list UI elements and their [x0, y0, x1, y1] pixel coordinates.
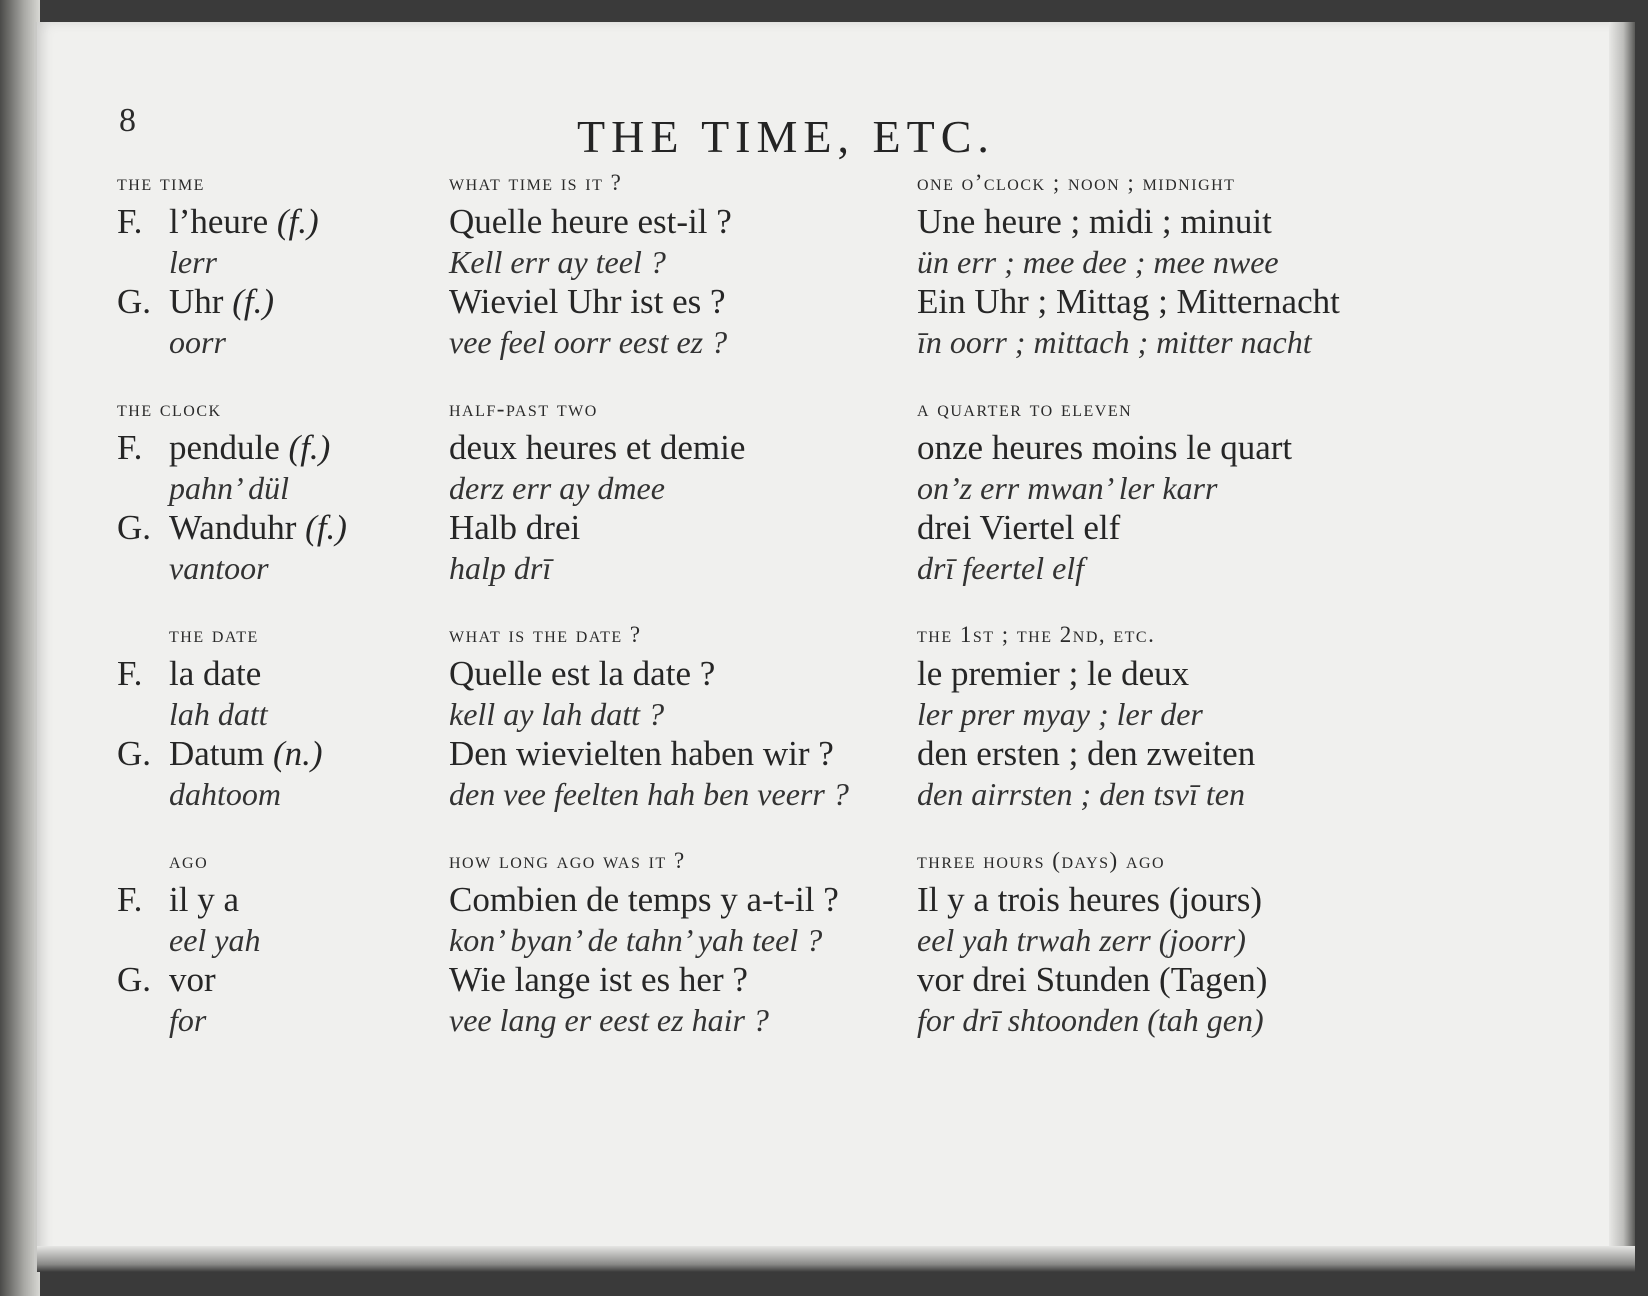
german-pronunciation: den airrsten ; den tsvī ten — [917, 776, 1245, 812]
french-pronunciation: Kell err ay teel ? — [449, 244, 666, 280]
entry-block — [117, 164, 447, 390]
french-label: F. — [117, 428, 143, 467]
entry-heading: what time is it ? — [449, 170, 623, 195]
german-phrase: Den wievielten haben wir ? — [449, 734, 834, 773]
german-pronunciation: for — [169, 1002, 207, 1038]
entry-block — [117, 390, 447, 616]
german-label: G. — [117, 282, 152, 321]
entry-heading: how long ago was it ? — [449, 848, 686, 873]
entry-heading: ago — [169, 848, 209, 873]
german-word: Wanduhr — [169, 508, 297, 547]
french-pronunciation: ün err ; mee dee ; mee nwee — [917, 244, 1279, 280]
french-phrase: le premier ; le deux — [917, 654, 1190, 693]
gender-marker: (f.) — [276, 202, 319, 241]
gender-marker: (f.) — [288, 428, 331, 467]
french-phrase: deux heures et demie — [449, 428, 746, 467]
french-label: F. — [117, 202, 143, 241]
page-title: THE TIME, ETC. — [577, 111, 995, 162]
german-word: Datum — [169, 734, 265, 773]
german-pronunciation: halp drī — [449, 550, 552, 586]
entry-heading: the 1st ; the 2nd, etc. — [917, 622, 1156, 647]
french-label: F. — [117, 880, 143, 919]
page-bottom-edge — [37, 1246, 1635, 1272]
german-term — [117, 508, 447, 548]
french-phrase: Il y a trois heures (jours) — [917, 880, 1263, 919]
french-pronunciation: pahn’ dül — [169, 470, 289, 506]
french-term — [117, 202, 447, 242]
french-pronunciation: lerr — [169, 244, 217, 280]
french-phrase: onze heures moins le quart — [917, 428, 1293, 467]
entry-block — [117, 616, 447, 842]
french-term — [117, 880, 447, 920]
entry-block — [117, 842, 447, 1068]
german-term — [117, 282, 447, 322]
entry-block — [917, 390, 1617, 616]
german-pronunciation: drī feertel elf — [917, 550, 1085, 586]
french-label: F. — [117, 654, 143, 693]
entry-block — [449, 842, 969, 1068]
entry-block — [917, 616, 1617, 842]
german-word: vor — [169, 960, 216, 999]
german-pronunciation: for drī shtoonden (tah gen) — [917, 1002, 1264, 1038]
page-number: 8 — [119, 102, 136, 139]
entry-heading: half-past two — [449, 396, 598, 421]
french-pronunciation: eel yah — [169, 922, 261, 958]
french-pronunciation: derz err ay dmee — [449, 470, 665, 506]
german-phrase: drei Viertel elf — [917, 508, 1121, 547]
french-term — [117, 428, 447, 468]
french-word: il y a — [169, 880, 239, 919]
gender-marker: (f.) — [232, 282, 274, 321]
french-pronunciation: eel yah trwah zerr (joorr) — [917, 922, 1246, 958]
entry-heading: the date — [169, 622, 259, 647]
french-phrase: Une heure ; midi ; minuit — [917, 202, 1272, 241]
french-phrase: Combien de temps y a-t-il ? — [449, 880, 839, 919]
column-answer — [917, 164, 1617, 1068]
entry-block — [917, 842, 1617, 1068]
entry-heading: one o’clock ; noon ; midnight — [917, 170, 1236, 195]
entry-block — [449, 616, 969, 842]
french-pronunciation: kon’ byan’ de tahn’ yah teel ? — [449, 922, 823, 958]
french-word: l’heure — [169, 202, 269, 241]
entry-heading: the clock — [117, 396, 222, 421]
entry-heading: a quarter to eleven — [917, 396, 1133, 421]
german-pronunciation: den vee feelten hah ben veerr ? — [449, 776, 849, 812]
german-phrase: Wie lange ist es her ? — [449, 960, 748, 999]
german-phrase: den ersten ; den zweiten — [917, 734, 1256, 773]
book-page — [34, 22, 1635, 1272]
german-phrase: Halb drei — [449, 508, 581, 547]
french-word: la date — [169, 654, 262, 693]
entry-heading: what is the date ? — [449, 622, 642, 647]
gender-marker: (f.) — [305, 508, 347, 547]
french-pronunciation: ler prer myay ; ler der — [917, 696, 1203, 732]
entry-block — [449, 164, 969, 390]
french-pronunciation: lah datt — [169, 696, 268, 732]
german-phrase: Ein Uhr ; Mittag ; Mitternacht — [917, 282, 1340, 321]
entry-heading: the time — [117, 170, 205, 195]
french-pronunciation: kell ay lah datt ? — [449, 696, 665, 732]
french-phrase: Quelle est la date ? — [449, 654, 716, 693]
column-question — [449, 164, 969, 1068]
french-word: pendule — [169, 428, 280, 467]
column-term — [117, 164, 447, 1068]
german-pronunciation: vee lang er eest ez hair ? — [449, 1002, 769, 1038]
german-word: Uhr — [169, 282, 224, 321]
entry-block — [917, 164, 1617, 390]
entry-block — [449, 390, 969, 616]
german-phrase: Wieviel Uhr ist es ? — [449, 282, 726, 321]
gender-marker: (n.) — [273, 734, 323, 773]
entry-heading: three hours (days) ago — [917, 848, 1166, 873]
german-label: G. — [117, 734, 152, 773]
french-phrase: Quelle heure est-il ? — [449, 202, 732, 241]
german-term — [117, 734, 447, 774]
german-pronunciation: īn oorr ; mittach ; mitter nacht — [917, 324, 1312, 360]
german-pronunciation: vantoor — [169, 550, 269, 586]
german-phrase: vor drei Stunden (Tagen) — [917, 960, 1268, 999]
french-term — [117, 654, 447, 694]
german-term — [117, 960, 447, 1000]
french-pronunciation: on’z err mwan’ ler karr — [917, 470, 1218, 506]
german-pronunciation: oorr — [169, 324, 226, 360]
german-pronunciation: dahtoom — [169, 776, 281, 812]
german-pronunciation: vee feel oorr eest ez ? — [449, 324, 728, 360]
german-label: G. — [117, 960, 152, 999]
german-label: G. — [117, 508, 152, 547]
